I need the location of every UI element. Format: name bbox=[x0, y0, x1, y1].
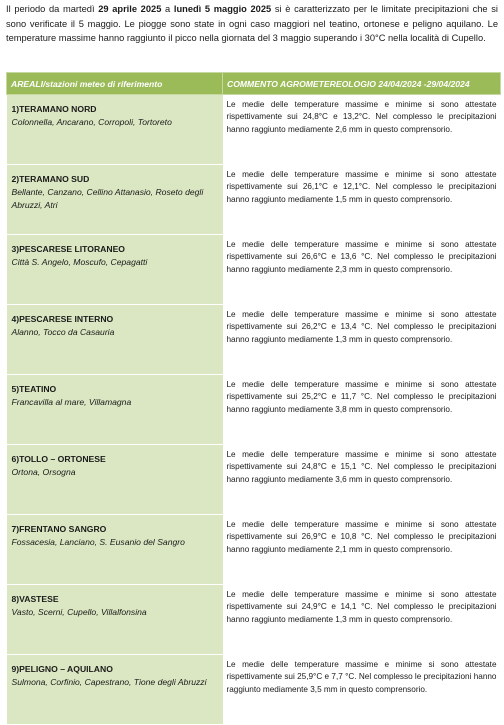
intro-text-3: si è caratterizzato per le limitate precipitazioni che si sono verificate il 5 maggio. Le piogge sono state in ogni caso maggiori nel teatino, ortonese e peligno aquilano. Le temperature massime hanno raggiunto il picco nella giornata del 3 maggio superando i 30°C nella località di Cupello. bbox=[6, 4, 498, 44]
area-stations: Alanno, Tocco da Casauria bbox=[11, 327, 115, 337]
area-stations: Città S. Angelo, Moscufo, Cepagatti bbox=[11, 257, 148, 267]
intro-date-start: 29 aprile 2025 bbox=[98, 4, 162, 14]
intro-date-end: lunedì 5 maggio 2025 bbox=[173, 4, 272, 14]
comment-cell: Le medie delle temperature massime e minime si sono attestate rispettivamente sui 24,8°C e 15,1 °C. Nel complesso le precipitazioni hanno raggiunto mediamente 3,6 mm in questo comprensorio. bbox=[223, 445, 501, 515]
table-row bbox=[7, 445, 501, 515]
table-row bbox=[7, 95, 501, 165]
area-stations: Vasto, Scerni, Cupello, Villalfonsina bbox=[11, 607, 147, 617]
agrometeo-table bbox=[6, 72, 501, 725]
area-cell bbox=[7, 235, 223, 305]
comment-cell: Le medie delle temperature massime e minime si sono attestate rispettivamente sui 26,2°C e 13,4 °C. Nel complesso le precipitazioni hanno raggiunto mediamente 1,3 mm in questo comprensorio. bbox=[223, 305, 501, 375]
intro-paragraph bbox=[6, 2, 498, 46]
comment-cell: Le medie delle temperature massime e minime si sono attestate rispettivamente sui 26,9°C e 10,8 °C. Nel complesso le precipitazioni hanno raggiunto mediamente 2,1 mm in questo comprensorio. bbox=[223, 515, 501, 585]
area-stations: Sulmona, Corfinio, Capestrano, Tione degli Abruzzi bbox=[11, 677, 207, 687]
area-name: 8)VASTESE bbox=[11, 594, 59, 604]
area-cell bbox=[7, 585, 223, 655]
area-stations: Francavilla al mare, Villamagna bbox=[11, 397, 132, 407]
area-name: 3)PESCARESE LITORANEO bbox=[11, 244, 125, 254]
table-row bbox=[7, 585, 501, 655]
comment-cell: Le medie delle temperature massime e minime si sono attestate rispettivamente sui 24,8°C e 13,2°C. Nel complesso le precipitazioni hanno raggiunto mediamente 2,6 mm in questo comprensorio. bbox=[223, 95, 501, 165]
header-commento: COMMENTO AGROMETEREOLOGIO 24/04/2024 -29/04/2024 bbox=[223, 73, 501, 95]
header-areali: AREALI/stazioni meteo di riferimento bbox=[7, 73, 223, 95]
table-header-row bbox=[7, 73, 501, 95]
area-stations: Fossacesia, Lanciano, S. Eusanio del Sangro bbox=[11, 537, 185, 547]
comment-cell: Le medie delle temperature massime e minime si sono attestate rispettivamente sui 24,9°C e 14,1 °C. Nel complesso le precipitazioni hanno raggiunto mediamente 1,3 mm in questo comprensorio. bbox=[223, 585, 501, 655]
table-row bbox=[7, 305, 501, 375]
area-cell bbox=[7, 305, 223, 375]
comment-cell: Le medie delle temperature massime e minime si sono attestate rispettivamente sui 26,1°C e 12,1°C. Nel complesso le precipitazioni hanno raggiunto mediamente 1,5 mm in questo comprensorio. bbox=[223, 165, 501, 235]
area-cell bbox=[7, 445, 223, 515]
intro-text-1: Il periodo da martedì bbox=[6, 4, 99, 14]
table-body bbox=[7, 95, 501, 725]
area-cell bbox=[7, 165, 223, 235]
table-row bbox=[7, 235, 501, 305]
area-name: 4)PESCARESE INTERNO bbox=[11, 314, 114, 324]
table-row bbox=[7, 515, 501, 585]
intro-text-2: a bbox=[161, 4, 174, 14]
comment-cell: Le medie delle temperature massime e minime si sono attestate rispettivamente sui 25,2°C e 11,7 °C. Nel complesso le precipitazioni hanno raggiunto mediamente 3,8 mm in questo comprensorio. bbox=[223, 375, 501, 445]
area-cell bbox=[7, 95, 223, 165]
area-name: 1)TERAMANO NORD bbox=[11, 104, 97, 114]
area-cell bbox=[7, 375, 223, 445]
comment-cell: Le medie delle temperature massime e minime si sono attestate rispettivamente sui 25,9°C e 7,7 °C. Nel complesso le precipitazioni hanno raggiunto mediamente 3,5 mm in questo comprensorio. bbox=[223, 655, 501, 725]
comment-cell: Le medie delle temperature massime e minime si sono attestate rispettivamente sui 26,6°C e 13,6 °C. Nel complesso le precipitazioni hanno raggiunto mediamente 2,3 mm in questo comprensorio. bbox=[223, 235, 501, 305]
area-name: 7)FRENTANO SANGRO bbox=[11, 524, 107, 534]
area-cell bbox=[7, 515, 223, 585]
area-name: 2)TERAMANO SUD bbox=[11, 174, 90, 184]
area-name: 5)TEATINO bbox=[11, 384, 57, 394]
area-stations: Colonnella, Ancarano, Corropoli, Tortoreto bbox=[11, 117, 172, 127]
area-stations: Ortona, Orsogna bbox=[11, 467, 76, 477]
table-row bbox=[7, 375, 501, 445]
table-row bbox=[7, 165, 501, 235]
area-name: 6)TOLLO – ORTONESE bbox=[11, 454, 106, 464]
table-row bbox=[7, 655, 501, 725]
area-cell bbox=[7, 655, 223, 725]
area-name: 9)PELIGNO – AQUILANO bbox=[11, 664, 113, 674]
area-stations: Bellante, Canzano, Cellino Attanasio, Roseto degli Abruzzi, Atri bbox=[11, 187, 204, 210]
